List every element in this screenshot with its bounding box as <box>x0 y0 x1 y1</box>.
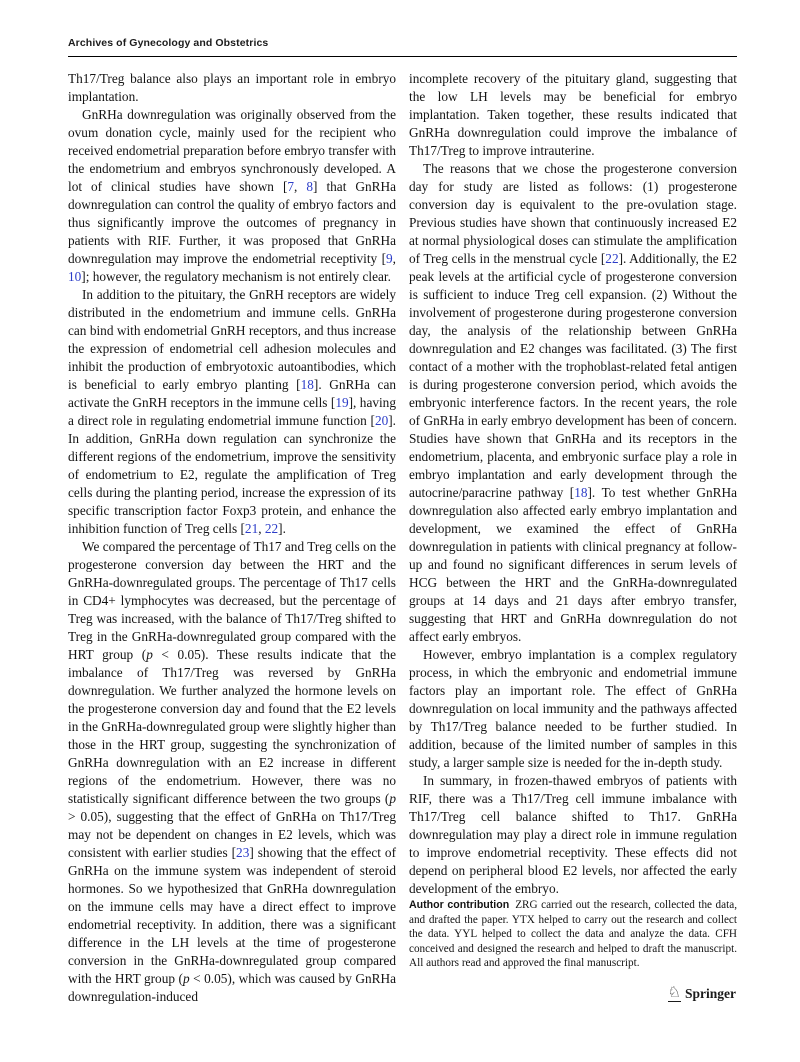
paragraph: The reasons that we chose the progesterone conversion day for study are listed as follows: (1) progesterone conversion day is equivalent to the pre-ovulation stage. Previous studies have shown that continuously increased E2 at normal physiological doses can stimulate the amplification of Treg cells in the menstrual cycle [22]. Additionally, the E2 peak levels at the artificial cycle of progesterone conversion is sufficient to induce Treg cell expansion. (2) Without the involvement of progesterone during progesterone conversion day, the analysis of the relationship between GnRHa downregulation and E2 changes was facilitated. (3) The first contact of a mother with the trophoblast-related fetal antigen is during progesterone conversion period, which avoids the embryonic interference factors. In the recent years, the role of GnRHa in early embryo development has been of concern. Studies have shown that GnRHa and its receptors in the endometrium, placenta, and embryonic surface play a role in embryo implantation and early development through the autocrine/paracrine pathway [18]. To test whether GnRHa downregulation also affected early embryo implantation and development, we examined the effect of GnRHa downregulation in patients with clinical pregnancy at follow-up and found no significant differences in serum levels of HCG between the HRT and the GnRHa-downregulated groups at 14 days and 21 days after embryo transfer, suggesting that HRT and GnRHa downregulation do not affect early embryos. <box>409 161 738 644</box>
citation-link[interactable]: 23 <box>236 845 250 860</box>
paragraph: incomplete recovery of the pituitary gland, suggesting that the low LH levels may be beneficial for embryo implantation. Taken together, these results indicated that GnRHa downregulation could improve the imbalance of Th17/Treg to improve intrauterine. <box>409 71 737 158</box>
paragraph: In addition to the pituitary, the GnRH receptors are widely distributed in the endometrium and immune cells. GnRHa can bind with endometrial GnRH receptors, and thus increase the expression of endometrial cell adhesion molecules and inhibit the production of embryotoxic autoantibodies, which is beneficial to early embryo planting [18]. GnRHa can activate the GnRH receptors in the immune cells [19], having a direct role in regulating endometrial immune function [20]. In addition, GnRHa down regulation can synchronize the different regions of the endometrium, improve the sensitivity of endometrium to E2, regulate the amplification of Treg cells during the planting period, increase the expression of its specific transcription factor Foxp3 protein, and enhance the inhibition function of Treg cells [21, 22]. <box>68 287 396 536</box>
citation-link[interactable]: 19 <box>335 395 349 410</box>
article-body <box>68 70 737 1006</box>
journal-running-head: Archives of Gynecology and Obstetrics <box>68 37 737 57</box>
citation-link[interactable]: 18 <box>300 377 314 392</box>
citation-link[interactable]: 18 <box>574 485 588 500</box>
paragraph: We compared the percentage of Th17 and Treg cells on the progesterone conversion day between the HRT and the GnRHa-downregulated groups. The percentage of Th17 cells in CD4+ lymphocytes was decreased, but the percentage of Treg was increased, with the balance of Th17/Treg shifted to Treg in the GnRHa-downregulated group compared with the HRT group (p < 0.05). These results indicate that the imbalance of Th17/Treg was reversed by GnRHa downregulation. We further analyzed the hormone levels on the progesterone conversion day and found that the E2 levels in the GnRHa-downregulated group were slightly higher than those in the HRT group, suggesting the synchronization of GnRHa downregulation with an E2 increase in different regions of the endometrium. However, there was no statistically significant difference between the two groups (p > 0.05), suggesting that the effect of GnRHa on Th17/Treg may not be dependent on changes in E2 levels, which was consistent with earlier studies [23] showing that the effect of GnRHa on the immune system was independent of steroid hormones. So we hypothesized that GnRHa downregulation on the immune cells may have a direct effect to improve endometrial receptivity. In addition, there was a significant difference in the LH levels at the time of progesterone conversion in the GnRHa-downregulated group compared with the HRT group (p < 0.05), which was caused by GnRHa downregulation-induced <box>68 539 396 1004</box>
paragraph: However, embryo implantation is a complex regulatory process, in which the embryonic and endometrial immune factors play an important role. The effect of GnRHa downregulation on local immunity and the pathways affected by Th17/Treg balance needed to be further studied. In addition, because of the limited number of samples in this study, a larger sample size is needed for the in-depth study. <box>409 647 737 770</box>
publisher-name: Springer <box>684 986 736 1001</box>
publisher-logo <box>668 986 736 1002</box>
citation-link[interactable]: 7 <box>287 179 295 194</box>
right-column <box>409 70 737 1006</box>
author-contribution-section <box>409 898 737 971</box>
paragraph: Th17/Treg balance also plays an important role in embryo implantation. <box>68 71 396 104</box>
paragraph: In summary, in frozen-thawed embryos of patients with RIF, there was a Th17/Treg cell immune imbalance with Th17/Treg cell balance shifted to Th17. GnRHa downregulation may play a direct role in immune regulation to improve endometrial receptivity. These effects did not depend on peripheral blood E2 levels, nor affected the early development of the embryo. <box>409 773 737 896</box>
citation-link[interactable]: 22 <box>264 521 279 536</box>
citation-link[interactable]: 9 <box>386 251 393 266</box>
springer-knight-icon: ♘ <box>667 985 681 1001</box>
citation-link[interactable]: 21 <box>244 521 259 536</box>
citation-link[interactable]: 8 <box>306 179 314 194</box>
left-column <box>68 70 396 1006</box>
paragraph: GnRHa downregulation was originally observed from the ovum donation cycle, mainly used for the recipient who received endometrial preparation before embryo transfer with the endometrium and embryos synchronously developed. A lot of clinical studies have shown [7, 8] that GnRHa downregulation can control the quality of embryo factors and thus significantly improve the outcomes of pregnancy in patients with RIF. Further, it was proposed that GnRHa downregulation may improve the endometrial receptivity [9, 10]; however, the regulatory mechanism is not entirely clear. <box>68 107 397 284</box>
author-contribution-label: Author contribution <box>409 899 510 911</box>
author-contribution-text: ZRG carried out the research, collected the data, and drafted the paper. YTX helped to carry out the research and collect the data. YYL helped to collect the data and analyze the data. CFH conceived and designed the research and helped to draft the manuscript. All authors read and approved the final manuscript. <box>409 899 737 970</box>
citation-link[interactable]: 20 <box>374 413 389 428</box>
citation-link[interactable]: 22 <box>605 251 619 266</box>
citation-link[interactable]: 10 <box>68 269 82 284</box>
